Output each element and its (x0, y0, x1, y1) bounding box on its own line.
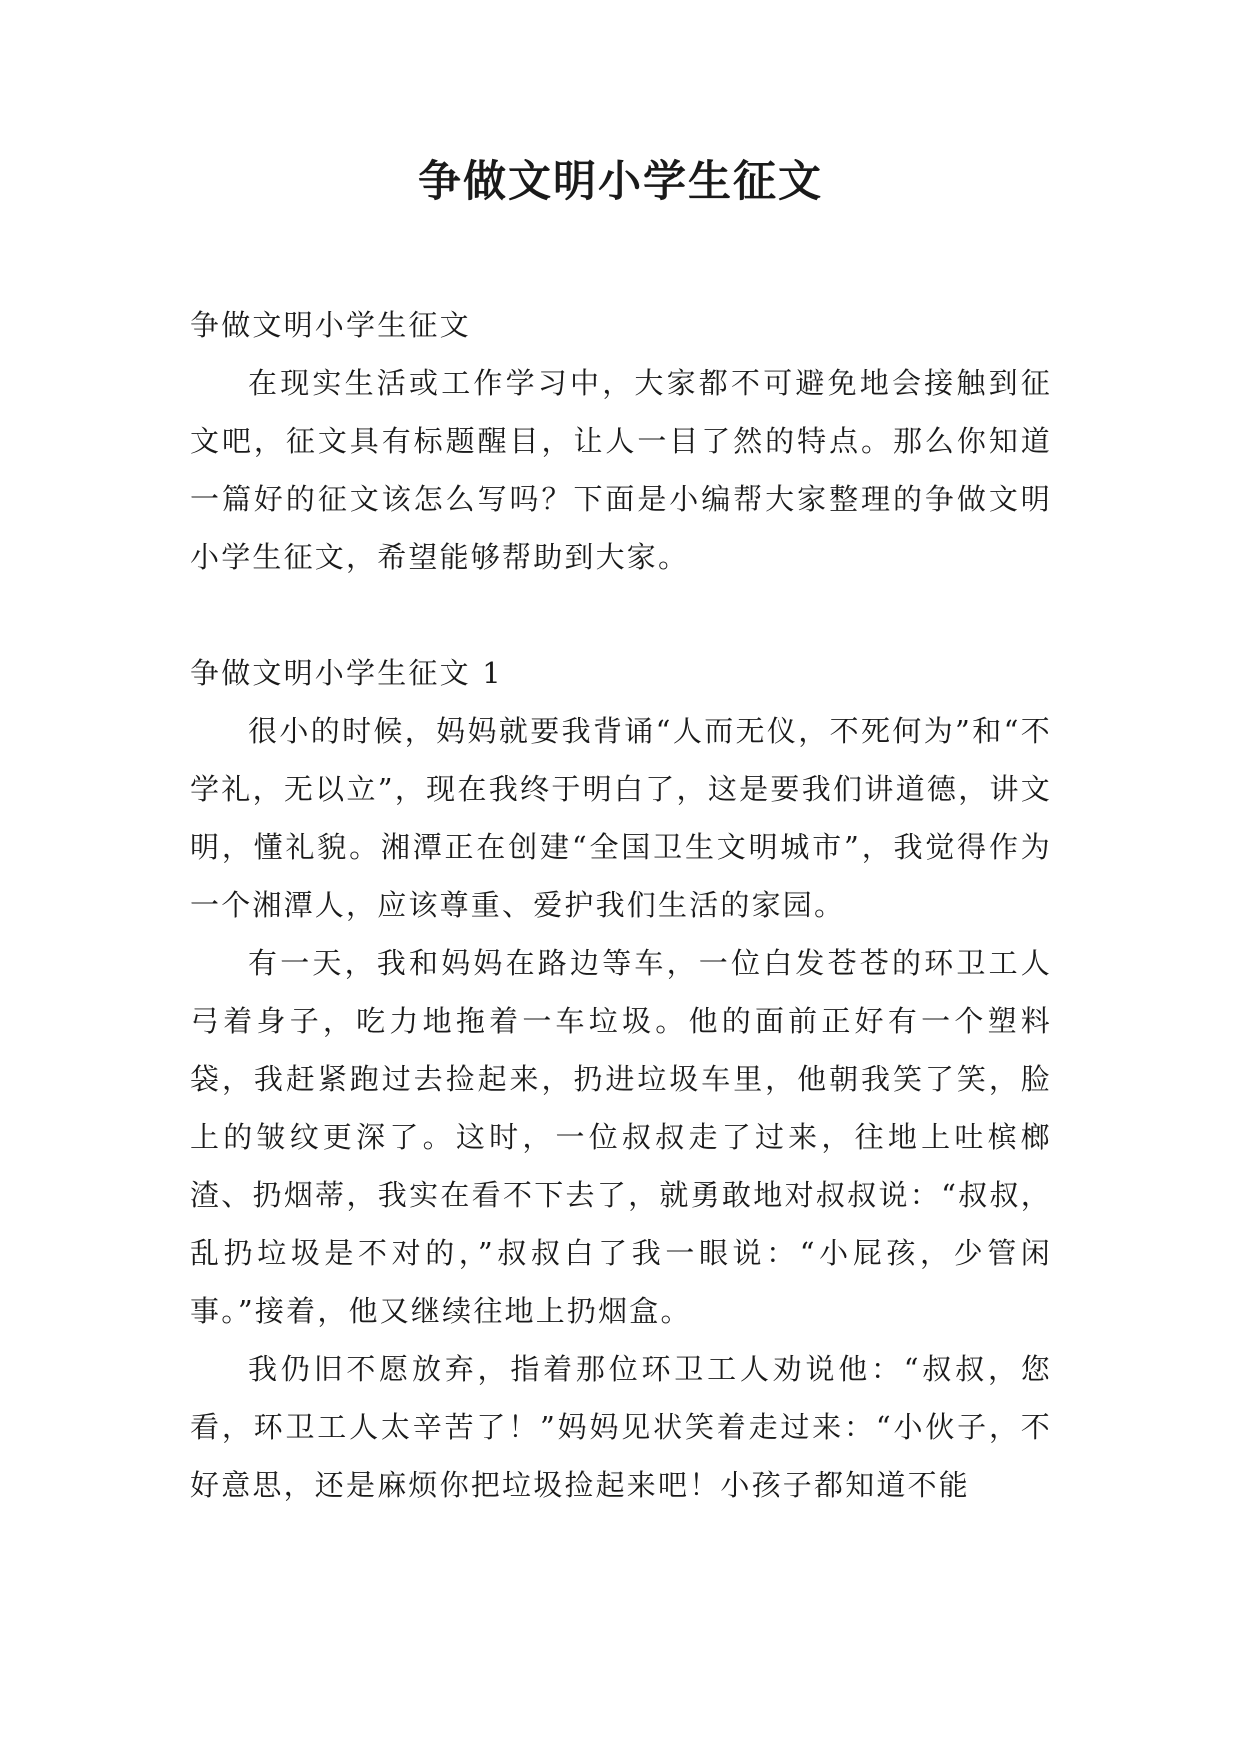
document-title: 争做文明小学生征文 (418, 157, 823, 207)
intro-paragraph: 在现实生活或工作学习中，大家都不可避免地会接触到征文吧，征文具有标题醒目，让人一目了然的特点。那么你知道一篇好的征文该怎么写吗？下面是小编帮大家整理的争做文明小学生征文，希望能够帮助到大家。 (190, 366, 1052, 574)
subtitle-line: 争做文明小学生征文 (190, 308, 471, 342)
body-paragraph-1: 很小的时候，妈妈就要我背诵“人而无仪，不死何为”和“不学礼，无以立”，现在我终于明白了，这是要我们讲道德，讲文明，懂礼貌。湘潭正在创建“全国卫生文明城市”，我觉得作为一个湘潭人，应该尊重、爱护我们生活的家园。 (190, 714, 1052, 922)
body-paragraph-2: 有一天，我和妈妈在路边等车，一位白发苍苍的环卫工人弓着身子，吃力地拖着一车垃圾。他的面前正好有一个塑料袋，我赶紧跑过去捡起来，扔进垃圾车里，他朝我笑了笑，脸上的皱纹更深了。这时，一位叔叔走了过来，往地上吐槟榔渣、扔烟蒂，我实在看不下去了，就勇敢地对叔叔说：“叔叔，乱扔垃圾是不对的，”叔叔白了我一眼说：“小屁孩，少管闲事。”接着，他又继续往地上扔烟盒。 (190, 946, 1052, 1328)
section-spacer (190, 586, 1052, 644)
section-heading: 争做文明小学生征文 1 (190, 656, 503, 690)
document-body (190, 296, 1052, 1514)
body-paragraph-3: 我仍旧不愿放弃，指着那位环卫工人劝说他：“叔叔，您看，环卫工人太辛苦了！”妈妈见状笑着走过来：“小伙子，不好意思，还是麻烦你把垃圾捡起来吧！小孩子都知道不能 (190, 1352, 1052, 1502)
